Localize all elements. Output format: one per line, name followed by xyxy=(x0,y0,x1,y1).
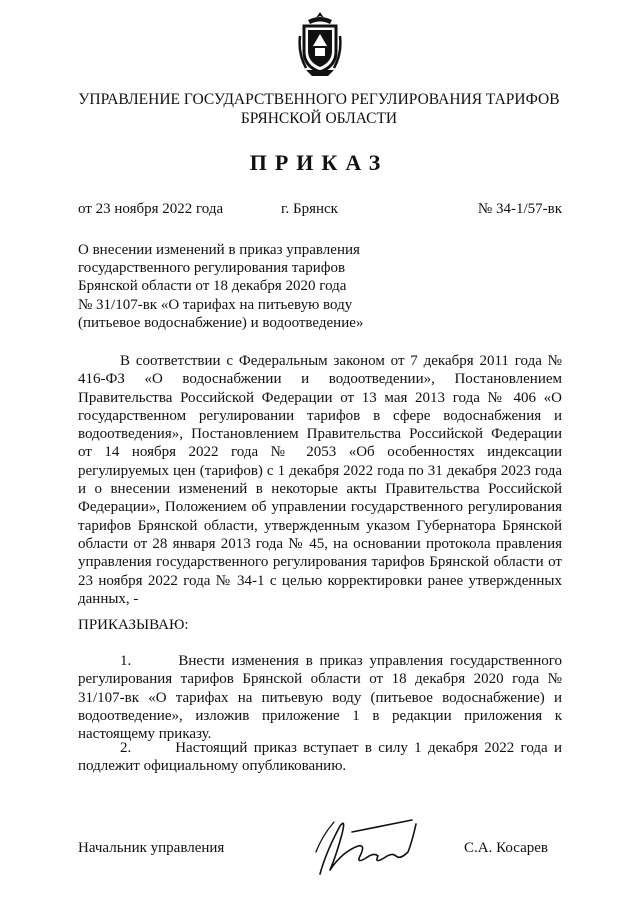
order-subject: О внесении изменений в приказ управления государственного регулирования тарифов Брянской области от 18 декабря 2020 года № 31/107-вк «О тарифах на питьевую воду (питьевое водоснабжение) и водоотведение» xyxy=(78,242,364,331)
order-number: № 34-1/57-вк xyxy=(477,201,562,217)
order-item xyxy=(78,739,562,776)
order-date: от 23 ноября 2022 года xyxy=(78,201,224,217)
handwritten-signature xyxy=(312,812,424,882)
order-keyword: ПРИКАЗЫВАЮ: xyxy=(78,617,189,633)
coat-of-arms-icon xyxy=(298,10,342,80)
agency-line-1: УПРАВЛЕНИЕ ГОСУДАРСТВЕННОГО РЕГУЛИРОВАНИЯ ТАРИФОВ xyxy=(78,91,560,108)
preamble-paragraph: В соответствии с Федеральным законом от 7 декабря 2011 года № 416-ФЗ «О водоснабжении и водоотведении», Постановлением Правительства Российской Федерации от 13 мая 2013 года № 406 «О государственном регулировании тарифов в сфере водоснабжения и водоотведения», Постановлением Правительства Российской Федерации от 14 ноября 2022 года № 2053 «Об особенностях индексации регулируемых цен (тарифов) с 1 декабря 2022 года по 31 декабря 2023 года и о внесении изменений в некоторые акты Правительства Российской Федерации», Положением об управлении государственного регулирования тарифов Брянской области, утвержденным указом Губернатора Брянской области от 28 января 2013 года № 45, на основании протокола правления управления государственного регулирования тарифов Брянской области от 23 ноября 2022 года № 34-1 с целью корректировки ранее утвержденных данных, - xyxy=(78,353,562,607)
agency-name xyxy=(60,90,578,128)
signatory-name: С.А. Косарев xyxy=(464,840,548,856)
signatory-position: Начальник управления xyxy=(78,840,225,856)
item-text: Настоящий приказ вступает в силу 1 декабря 2022 года и подлежит официальному опубликованию. xyxy=(78,740,562,775)
order-item xyxy=(78,652,562,743)
item-text: Внести изменения в приказ управления государственного регулирования тарифов Брянской области от 18 декабря 2020 года № 31/107-вк «О тарифах на питьевую воду (питьевое водоснабжение) и водоотведение», изложив приложение 1 в редакции приложения к настоящему приказу. xyxy=(78,653,562,743)
order-city: г. Брянск xyxy=(281,201,338,217)
item-number: 2. xyxy=(120,740,132,756)
agency-line-2: БРЯНСКОЙ ОБЛАСТИ xyxy=(240,110,398,127)
item-number: 1. xyxy=(120,653,132,669)
document-title: ПРИКАЗ xyxy=(249,150,389,175)
